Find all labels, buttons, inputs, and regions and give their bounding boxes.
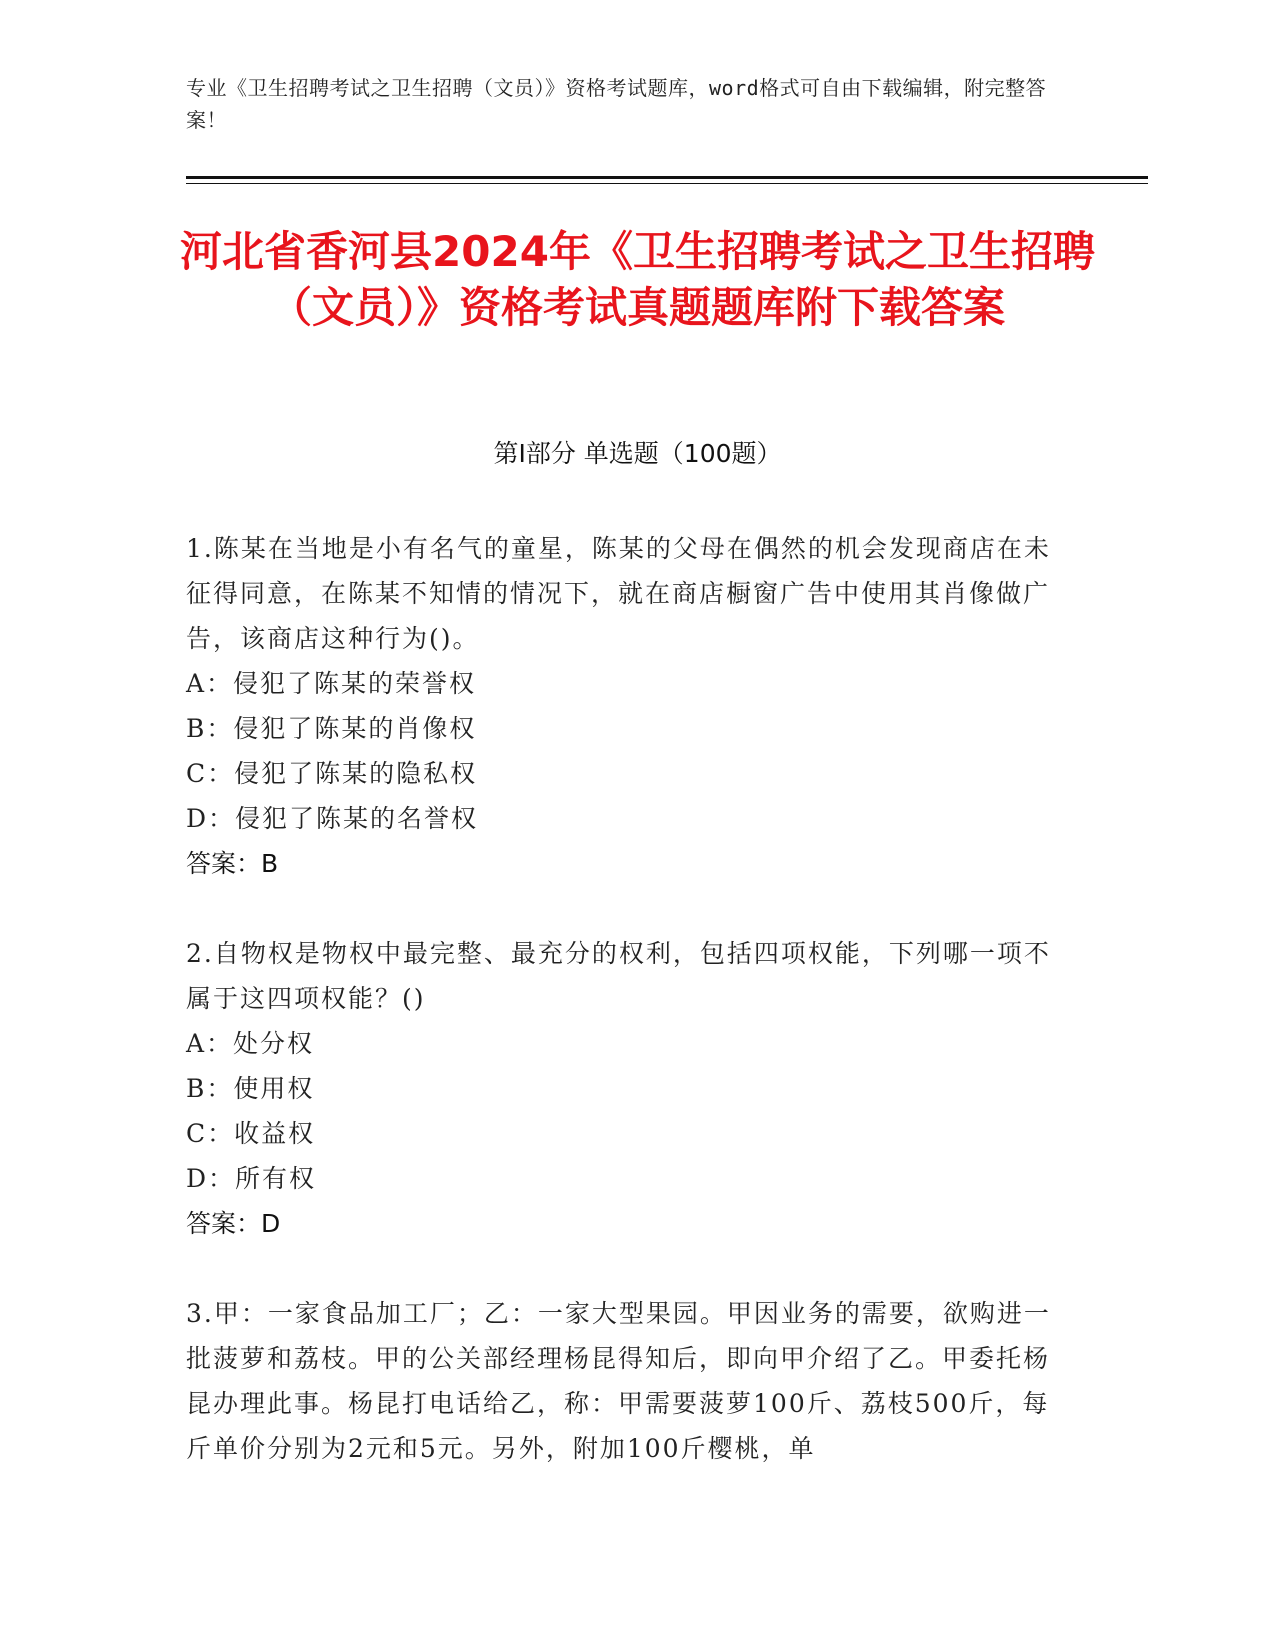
document-title: 河北省香河县2024年《卫生招聘考试之卫生招聘（文员）》资格考试真题题库附下载答案: [180, 227, 1095, 332]
option-a: A：处分权: [186, 1029, 315, 1058]
question-stem: 2.自物权是物权中最完整、最充分的权利，包括四项权能，下列哪一项不属于这四项权能？(): [186, 939, 1051, 1013]
question-1: [186, 526, 1066, 886]
option-a: A：侵犯了陈某的荣誉权: [186, 669, 477, 698]
answer: 答案：D: [186, 1209, 281, 1238]
header-divider-thick: [186, 176, 1148, 179]
header-divider-thin: [186, 183, 1148, 184]
answer: 答案：B: [186, 849, 279, 878]
question-3: [186, 1291, 1066, 1471]
option-d: D：侵犯了陈某的名誉权: [186, 804, 479, 833]
option-c: C：侵犯了陈某的隐私权: [186, 759, 478, 788]
question-stem: 1.陈某在当地是小有名气的童星，陈某的父母在偶然的机会发现商店在未征得同意，在陈某不知情的情况下，就在商店橱窗广告中使用其肖像做广告，该商店这种行为()。: [186, 534, 1051, 653]
option-b: B：侵犯了陈某的肖像权: [186, 714, 477, 743]
option-d: D：所有权: [186, 1164, 317, 1193]
option-c: C：收益权: [186, 1119, 316, 1148]
section-title: 第Ⅰ部分 单选题（100题）: [493, 439, 782, 468]
question-2: [186, 931, 1066, 1246]
header-note: 专业《卫生招聘考试之卫生招聘（文员）》资格考试题库，word格式可自由下载编辑，附完整答案！: [186, 76, 1047, 132]
question-list: [186, 526, 1066, 1516]
question-stem: 3.甲：一家食品加工厂；乙：一家大型果园。甲因业务的需要，欲购进一批菠萝和荔枝。甲的公关部经理杨昆得知后，即向甲介绍了乙。甲委托杨昆办理此事。杨昆打电话给乙，称：甲需要菠萝100斤、荔枝500斤，每斤单价分别为2元和5元。另外，附加100斤樱桃，单: [186, 1299, 1051, 1463]
option-b: B：使用权: [186, 1074, 315, 1103]
